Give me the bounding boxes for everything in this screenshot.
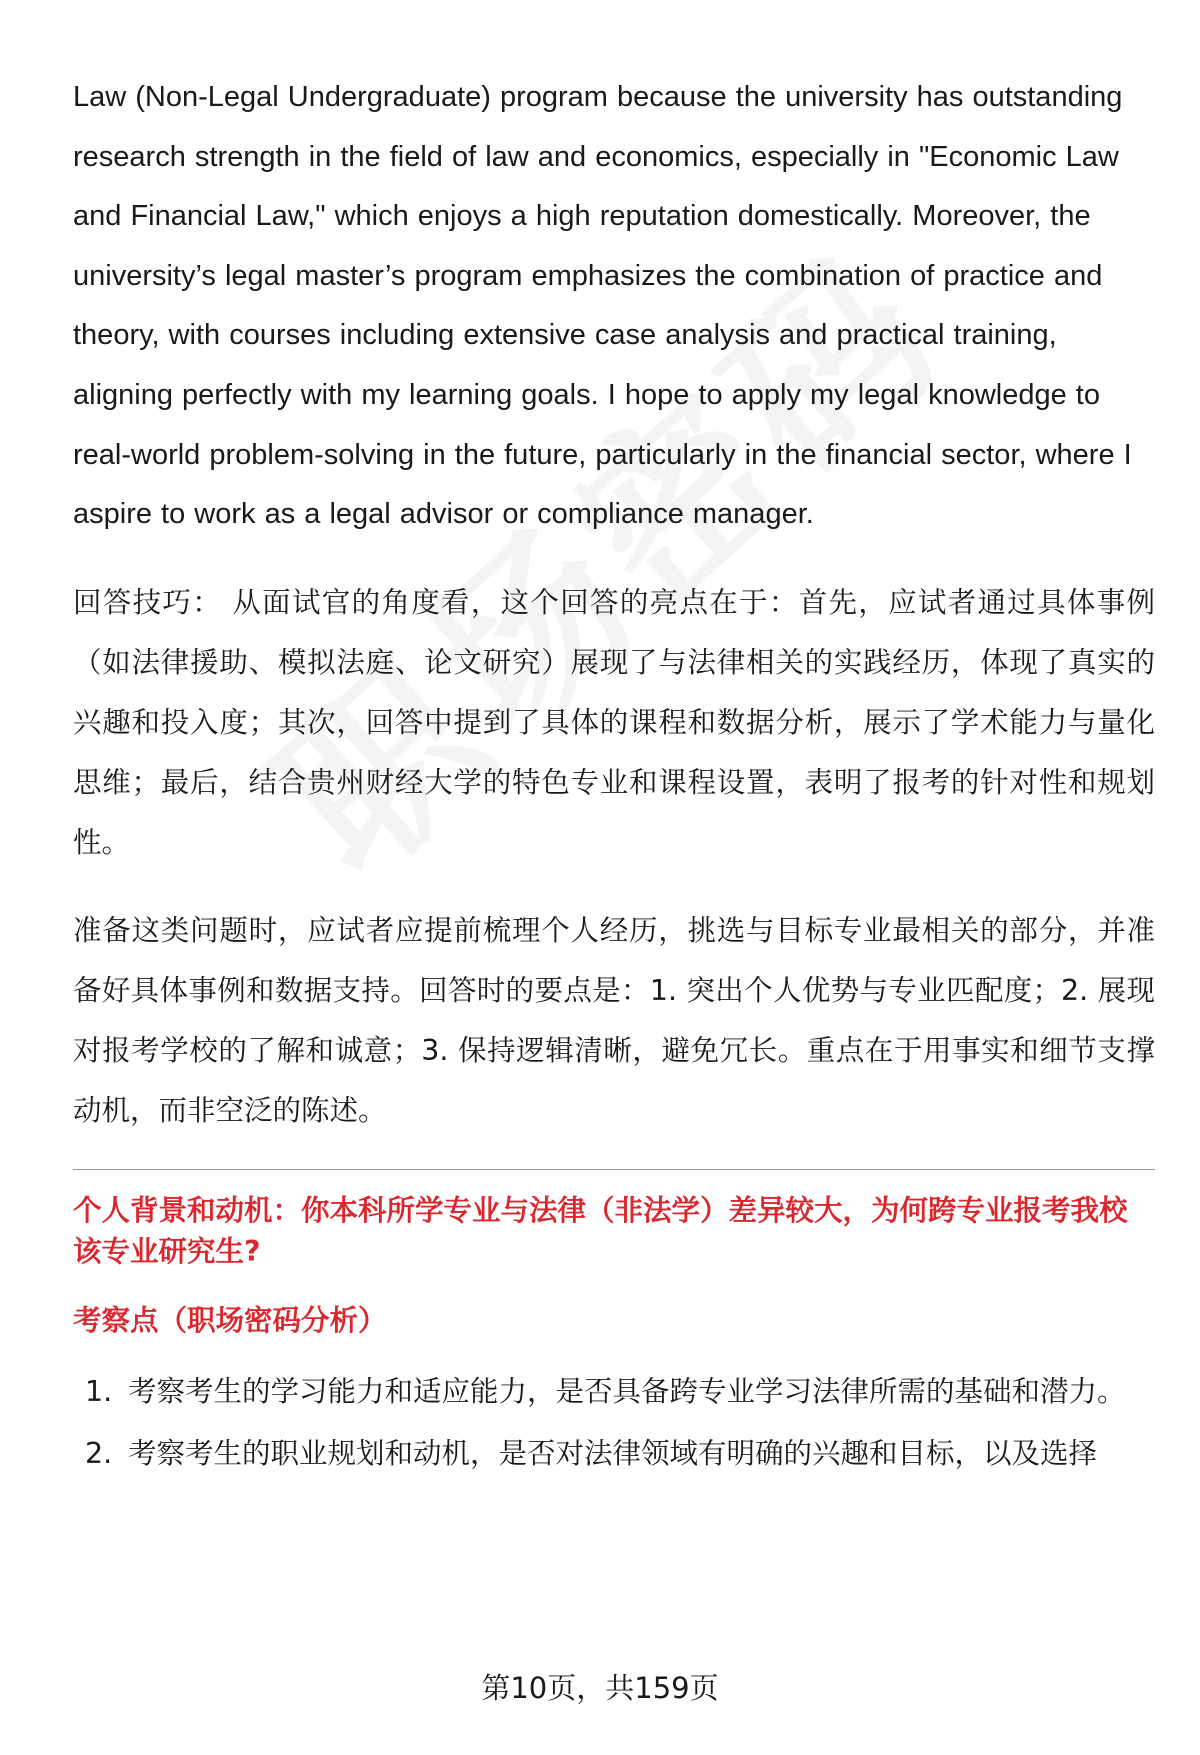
list-item-number: 2. [85,1436,113,1470]
list-item-text: 考察考生的职业规划和动机，是否对法律领域有明确的兴趣和目标，以及选择 [128,1436,1098,1470]
answer-tips-paragraph: 回答技巧： 从面试官的角度看，这个回答的亮点在于：首先，应试者通过具体事例（如法律援助、模拟法庭、论文研究）展现了与法律相关的实践经历，体现了真实的兴趣和投入度；其次，回答中提到了具体的课程和数据分析，展示了学术能力与量化思维；最后，结合贵州财经大学的特色专业和课程设置，表明了报考的针对性和规划性。 [73,585,1155,859]
preparation-advice-paragraph: 准备这类问题时，应试者应提前梳理个人经历，挑选与目标专业最相关的部分，并准备好具体事例和数据支持。回答时的要点是：1. 突出个人优势与专业匹配度；2. 展现对报考学校的了解和诚意；3. 保持逻辑清晰，避免冗长。重点在于用事实和细节支撑动机，而非空泛的陈述。 [73,913,1155,1127]
list-item [73,1425,1155,1483]
assessment-points-list [73,1363,1155,1483]
list-item [73,1363,1155,1421]
page-content [73,68,1155,1487]
assessment-points-heading: 考察点（职场密码分析） [73,1303,387,1337]
section-divider [73,1169,1155,1170]
question-heading: 个人背景和动机：你本科所学专业与法律（非法学）差异较大，为何跨专业报考我校该专业研究生? [73,1193,1128,1268]
list-item-number: 1. [85,1374,113,1408]
english-answer-paragraph: Law (Non-Legal Undergraduate) program because the university has outstanding research strength in the field of law and economics, especially in "Economic Law and Financial Law," which enjoys a high reputation domestically. Moreover, the university’s legal master’s program emphasizes the combination of practice and theory, with courses including extensive case analysis and practical training, aligning perfectly with my learning goals. I hope to apply my legal knowledge to real-world problem-solving in the future, particularly in the financial sector, where I aspire to work as a legal advisor or compliance manager. [73,81,1132,531]
list-item-text: 考察考生的学习能力和适应能力，是否具备跨专业学习法律所需的基础和潜力。 [128,1374,1126,1408]
page-number-footer: 第10页，共159页 [481,1671,719,1705]
